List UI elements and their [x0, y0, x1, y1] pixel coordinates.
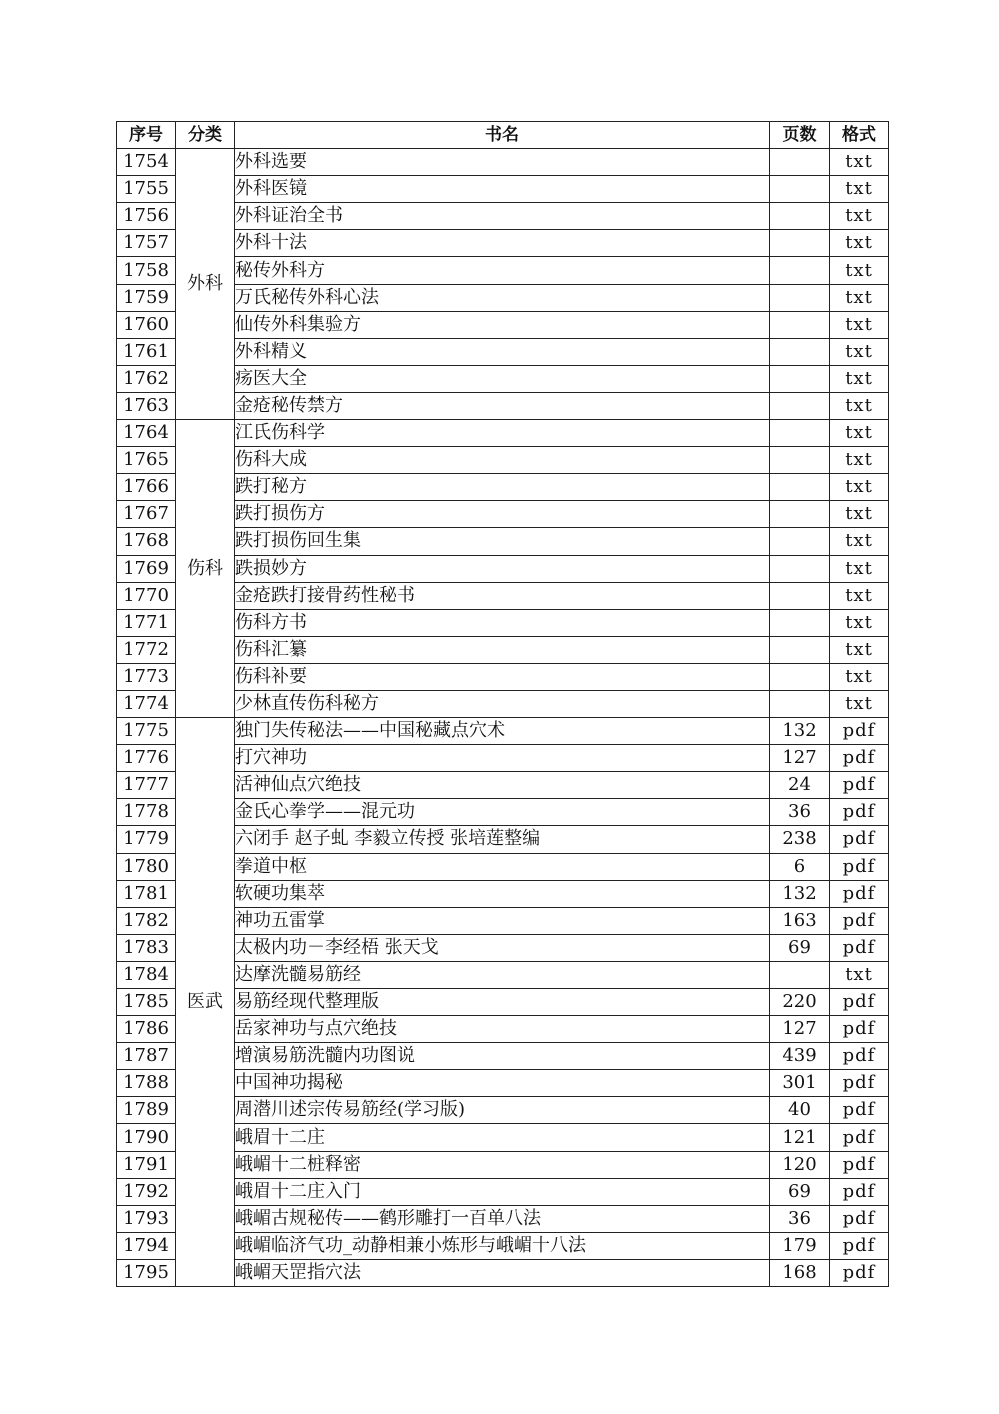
row-pages [770, 961, 830, 988]
row-format: txt [830, 663, 889, 690]
row-title: 伤科补要 [235, 663, 770, 690]
row-format: txt [830, 230, 889, 257]
row-pages: 24 [770, 772, 830, 799]
row-title: 外科选要 [235, 149, 770, 176]
row-title: 软硬功集萃 [235, 880, 770, 907]
row-title: 拳道中枢 [235, 853, 770, 880]
row-seq: 1795 [117, 1259, 176, 1286]
row-title: 金疮秘传禁方 [235, 392, 770, 419]
row-format: txt [830, 501, 889, 528]
row-title: 峨眉十二庄 [235, 1124, 770, 1151]
row-seq: 1773 [117, 663, 176, 690]
row-seq: 1790 [117, 1124, 176, 1151]
row-title: 仙传外科集验方 [235, 311, 770, 338]
row-title: 太极内功－李经梧 张天戈 [235, 934, 770, 961]
row-seq: 1764 [117, 420, 176, 447]
row-title: 峨嵋古规秘传——鹤形雕打一百单八法 [235, 1205, 770, 1232]
row-pages [770, 311, 830, 338]
row-format: txt [830, 582, 889, 609]
row-title: 伤科汇纂 [235, 636, 770, 663]
row-title: 跌损妙方 [235, 555, 770, 582]
row-seq: 1761 [117, 338, 176, 365]
header-format: 格式 [830, 122, 889, 149]
row-seq: 1784 [117, 961, 176, 988]
row-seq: 1759 [117, 284, 176, 311]
row-format: pdf [830, 745, 889, 772]
row-format: pdf [830, 1097, 889, 1124]
row-format: pdf [830, 853, 889, 880]
row-pages [770, 636, 830, 663]
row-format: pdf [830, 1016, 889, 1043]
row-format: txt [830, 257, 889, 284]
row-seq: 1771 [117, 609, 176, 636]
row-format: pdf [830, 880, 889, 907]
row-seq: 1763 [117, 392, 176, 419]
row-title: 秘传外科方 [235, 257, 770, 284]
table-row [117, 420, 889, 447]
row-format: txt [830, 284, 889, 311]
row-seq: 1757 [117, 230, 176, 257]
row-pages [770, 690, 830, 717]
row-title: 少林直传伤科秘方 [235, 690, 770, 717]
row-seq: 1781 [117, 880, 176, 907]
row-format: txt [830, 392, 889, 419]
header-title: 书名 [235, 122, 770, 149]
row-format: txt [830, 311, 889, 338]
row-title: 疡医大全 [235, 365, 770, 392]
row-title: 神功五雷掌 [235, 907, 770, 934]
row-pages: 127 [770, 745, 830, 772]
row-format: pdf [830, 907, 889, 934]
row-seq: 1789 [117, 1097, 176, 1124]
row-seq: 1758 [117, 257, 176, 284]
row-seq: 1776 [117, 745, 176, 772]
row-format: txt [830, 149, 889, 176]
row-title: 独门失传秘法——中国秘藏点穴术 [235, 718, 770, 745]
row-pages: 179 [770, 1232, 830, 1259]
row-pages [770, 176, 830, 203]
row-seq: 1793 [117, 1205, 176, 1232]
row-seq: 1780 [117, 853, 176, 880]
row-format: pdf [830, 1070, 889, 1097]
row-pages [770, 203, 830, 230]
row-pages [770, 582, 830, 609]
row-seq: 1782 [117, 907, 176, 934]
row-title: 外科医镜 [235, 176, 770, 203]
row-format: pdf [830, 772, 889, 799]
row-format: txt [830, 636, 889, 663]
row-pages [770, 501, 830, 528]
row-seq: 1783 [117, 934, 176, 961]
row-category: 外科 [176, 149, 235, 420]
row-pages [770, 284, 830, 311]
row-pages: 127 [770, 1016, 830, 1043]
row-pages [770, 149, 830, 176]
row-format: txt [830, 609, 889, 636]
row-format: txt [830, 961, 889, 988]
row-seq: 1756 [117, 203, 176, 230]
row-title: 中国神功揭秘 [235, 1070, 770, 1097]
row-title: 外科十法 [235, 230, 770, 257]
row-title: 伤科大成 [235, 447, 770, 474]
row-pages: 40 [770, 1097, 830, 1124]
row-pages: 121 [770, 1124, 830, 1151]
row-title: 周潜川述宗传易筋经(学习版) [235, 1097, 770, 1124]
row-title: 增演易筋洗髓内功图说 [235, 1043, 770, 1070]
row-format: pdf [830, 1043, 889, 1070]
row-pages: 69 [770, 934, 830, 961]
row-pages: 163 [770, 907, 830, 934]
row-pages [770, 338, 830, 365]
row-format: txt [830, 555, 889, 582]
row-seq: 1770 [117, 582, 176, 609]
row-title: 达摩洗髓易筋经 [235, 961, 770, 988]
row-pages [770, 230, 830, 257]
row-seq: 1762 [117, 365, 176, 392]
row-format: pdf [830, 1259, 889, 1286]
row-format: pdf [830, 1178, 889, 1205]
row-format: pdf [830, 934, 889, 961]
row-title: 金疮跌打接骨药性秘书 [235, 582, 770, 609]
row-title: 跌打损伤方 [235, 501, 770, 528]
row-pages [770, 257, 830, 284]
row-title: 跌打损伤回生集 [235, 528, 770, 555]
row-format: pdf [830, 1205, 889, 1232]
header-category: 分类 [176, 122, 235, 149]
row-format: pdf [830, 799, 889, 826]
header-seq: 序号 [117, 122, 176, 149]
row-format: txt [830, 447, 889, 474]
book-catalog-table [116, 121, 889, 1287]
row-title: 岳家神功与点穴绝技 [235, 1016, 770, 1043]
row-title: 峨嵋天罡指穴法 [235, 1259, 770, 1286]
row-pages: 301 [770, 1070, 830, 1097]
row-title: 外科证治全书 [235, 203, 770, 230]
row-pages [770, 663, 830, 690]
row-format: txt [830, 203, 889, 230]
row-pages [770, 392, 830, 419]
row-title: 峨嵋临济气功_动静相兼小炼形与峨嵋十八法 [235, 1232, 770, 1259]
row-seq: 1779 [117, 826, 176, 853]
row-format: pdf [830, 1124, 889, 1151]
row-format: pdf [830, 718, 889, 745]
table-body [117, 149, 889, 1287]
row-title: 金氏心拳学——混元功 [235, 799, 770, 826]
row-pages: 132 [770, 718, 830, 745]
row-pages [770, 365, 830, 392]
row-format: txt [830, 176, 889, 203]
row-seq: 1786 [117, 1016, 176, 1043]
header-pages: 页数 [770, 122, 830, 149]
row-pages [770, 528, 830, 555]
row-format: pdf [830, 989, 889, 1016]
row-seq: 1755 [117, 176, 176, 203]
row-pages [770, 555, 830, 582]
header-row [117, 122, 889, 149]
row-seq: 1785 [117, 989, 176, 1016]
row-category: 医武 [176, 718, 235, 1287]
row-pages: 36 [770, 1205, 830, 1232]
row-pages [770, 420, 830, 447]
row-format: txt [830, 474, 889, 501]
row-title: 万氏秘传外科心法 [235, 284, 770, 311]
row-title: 跌打秘方 [235, 474, 770, 501]
table-row [117, 718, 889, 745]
row-pages: 439 [770, 1043, 830, 1070]
row-pages: 120 [770, 1151, 830, 1178]
row-seq: 1768 [117, 528, 176, 555]
row-seq: 1791 [117, 1151, 176, 1178]
row-seq: 1765 [117, 447, 176, 474]
row-pages [770, 609, 830, 636]
row-pages: 69 [770, 1178, 830, 1205]
row-title: 易筋经现代整理版 [235, 989, 770, 1016]
row-seq: 1792 [117, 1178, 176, 1205]
row-seq: 1766 [117, 474, 176, 501]
row-title: 江氏伤科学 [235, 420, 770, 447]
row-seq: 1794 [117, 1232, 176, 1259]
row-category: 伤科 [176, 420, 235, 718]
row-title: 打穴神功 [235, 745, 770, 772]
row-format: txt [830, 528, 889, 555]
row-format: txt [830, 338, 889, 365]
row-pages: 238 [770, 826, 830, 853]
row-seq: 1788 [117, 1070, 176, 1097]
row-title: 六闭手 赵子虬 李毅立传授 张培莲整编 [235, 826, 770, 853]
row-pages [770, 447, 830, 474]
row-title: 伤科方书 [235, 609, 770, 636]
row-seq: 1769 [117, 555, 176, 582]
row-seq: 1772 [117, 636, 176, 663]
row-format: txt [830, 690, 889, 717]
row-format: txt [830, 420, 889, 447]
row-pages: 220 [770, 989, 830, 1016]
row-seq: 1774 [117, 690, 176, 717]
row-pages: 36 [770, 799, 830, 826]
row-seq: 1787 [117, 1043, 176, 1070]
row-seq: 1767 [117, 501, 176, 528]
row-pages: 132 [770, 880, 830, 907]
row-format: pdf [830, 1232, 889, 1259]
table-row [117, 149, 889, 176]
row-format: pdf [830, 1151, 889, 1178]
row-pages [770, 474, 830, 501]
row-pages: 6 [770, 853, 830, 880]
row-title: 外科精义 [235, 338, 770, 365]
row-seq: 1760 [117, 311, 176, 338]
row-seq: 1777 [117, 772, 176, 799]
row-seq: 1754 [117, 149, 176, 176]
row-pages: 168 [770, 1259, 830, 1286]
row-seq: 1775 [117, 718, 176, 745]
row-title: 峨嵋十二桩释密 [235, 1151, 770, 1178]
row-title: 峨眉十二庄入门 [235, 1178, 770, 1205]
row-title: 活神仙点穴绝技 [235, 772, 770, 799]
row-seq: 1778 [117, 799, 176, 826]
row-format: pdf [830, 826, 889, 853]
row-format: txt [830, 365, 889, 392]
